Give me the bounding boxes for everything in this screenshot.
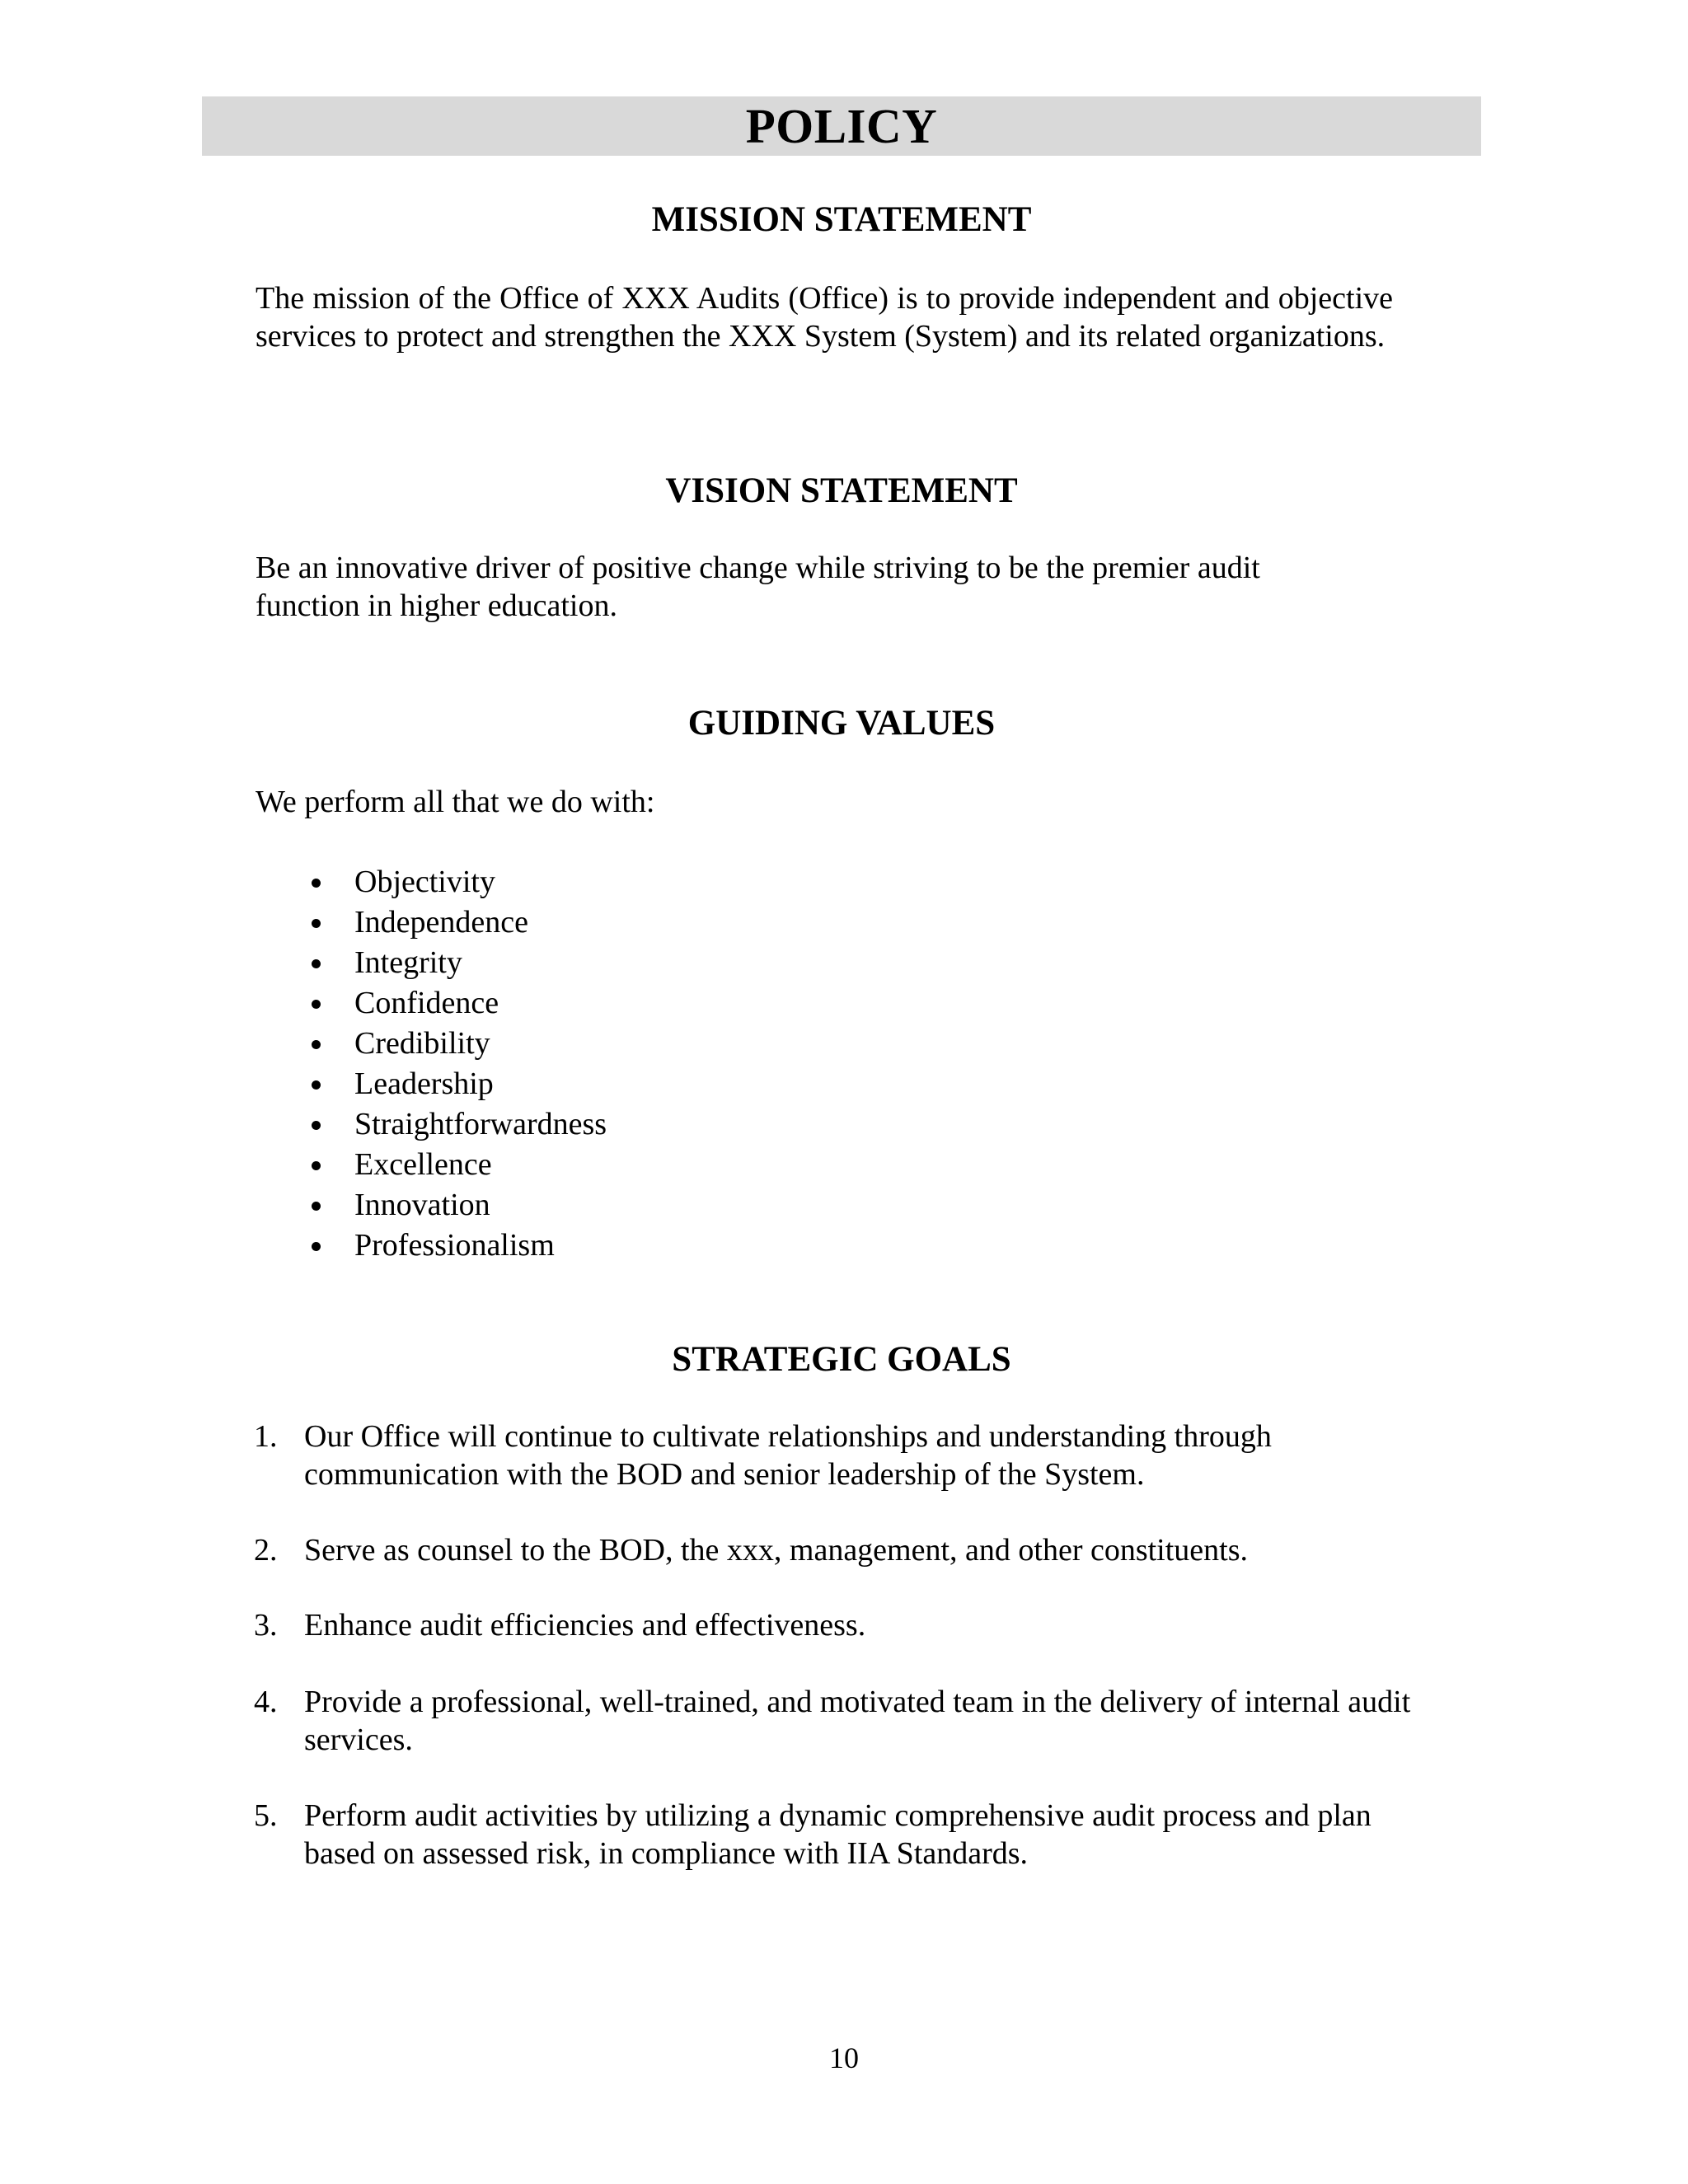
- values-list: [305, 862, 607, 1266]
- goal-number: 4.: [254, 1685, 278, 1719]
- goal-item: [254, 1418, 1432, 1493]
- list-item: [305, 983, 607, 1024]
- value-label: Innovation: [354, 1188, 490, 1222]
- bullet-icon: [312, 1040, 321, 1049]
- list-item: [305, 1226, 607, 1266]
- bullet-icon: [312, 1000, 321, 1009]
- bullet-icon: [312, 919, 321, 928]
- list-item: [305, 1024, 607, 1064]
- list-item: [305, 1185, 607, 1226]
- list-item: [305, 1064, 607, 1104]
- goal-text: Perform audit activities by utilizing a dynamic comprehensive audit process and plan based on assessed risk, in compliance with IIA Standards.: [304, 1798, 1372, 1871]
- goal-item: [254, 1606, 1432, 1644]
- value-label: Excellence: [354, 1147, 492, 1182]
- list-item: [305, 862, 607, 902]
- value-label: Integrity: [354, 945, 462, 980]
- vision-heading: VISION STATEMENT: [665, 471, 1018, 510]
- page-title: POLICY: [745, 99, 938, 153]
- list-item: [305, 1104, 607, 1145]
- goal-text: Serve as counsel to the BOD, the xxx, management, and other constituents.: [304, 1533, 1249, 1568]
- goal-number: 3.: [254, 1608, 278, 1643]
- value-label: Objectivity: [354, 865, 495, 899]
- title-banner: [202, 96, 1481, 156]
- bullet-icon: [312, 879, 321, 888]
- mission-heading: MISSION STATEMENT: [651, 200, 1032, 239]
- value-label: Confidence: [354, 986, 499, 1020]
- goal-item: [254, 1797, 1432, 1872]
- bullet-icon: [312, 959, 321, 968]
- bullet-icon: [312, 1242, 321, 1251]
- value-label: Credibility: [354, 1026, 490, 1061]
- value-label: Professionalism: [354, 1228, 555, 1263]
- goal-number: 5.: [254, 1798, 278, 1833]
- value-label: Straightforwardness: [354, 1107, 607, 1141]
- bullet-icon: [312, 1202, 321, 1211]
- value-label: Leadership: [354, 1066, 494, 1101]
- bullet-icon: [312, 1161, 321, 1170]
- mission-text: The mission of the Office of XXX Audits (Office) is to provide independent and objective services to protect and strengthen the XXX System (System) and its related organizations.: [256, 281, 1393, 354]
- goal-item: [254, 1683, 1432, 1759]
- vision-text: Be an innovative driver of positive change while striving to be the premier audit function in higher education.: [256, 551, 1260, 623]
- list-item: [305, 943, 607, 983]
- goal-text: Our Office will continue to cultivate relationships and understanding through communication with the BOD and senior leadership of the System.: [304, 1419, 1272, 1492]
- value-label: Independence: [354, 905, 528, 940]
- list-item: [305, 1145, 607, 1185]
- goal-number: 1.: [254, 1419, 278, 1454]
- bullet-icon: [312, 1080, 321, 1090]
- goal-item: [254, 1531, 1432, 1569]
- values-intro: We perform all that we do with:: [256, 785, 655, 819]
- goals-heading: STRATEGIC GOALS: [672, 1340, 1011, 1379]
- goal-number: 2.: [254, 1533, 278, 1568]
- bullet-icon: [312, 1121, 321, 1130]
- values-heading: GUIDING VALUES: [687, 704, 996, 743]
- goal-text: Provide a professional, well-trained, and motivated team in the delivery of internal audit services.: [304, 1685, 1411, 1757]
- goal-text: Enhance audit efficiencies and effectiveness.: [304, 1608, 866, 1643]
- page-number: 10: [829, 2041, 859, 2074]
- list-item: [305, 902, 607, 943]
